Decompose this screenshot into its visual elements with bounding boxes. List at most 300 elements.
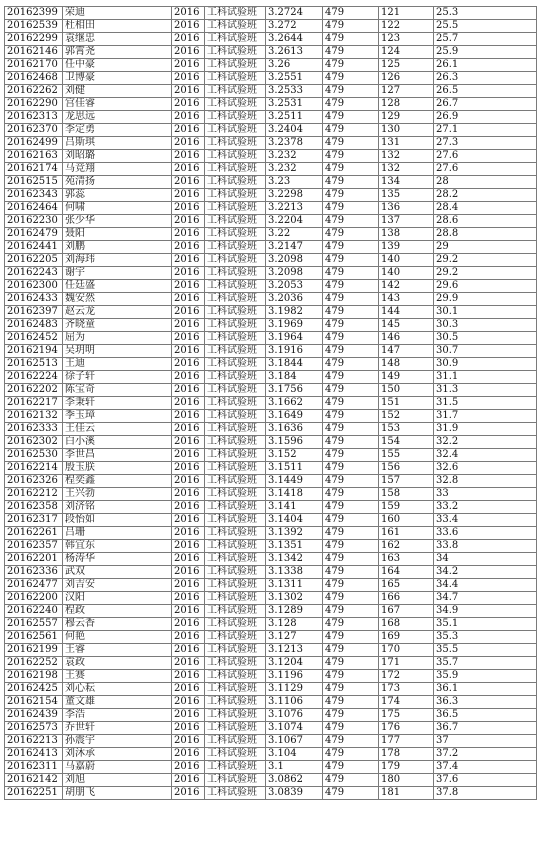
student-id-cell: 20162154 bbox=[5, 696, 63, 709]
table-row bbox=[5, 527, 537, 540]
rank-cell: 152 bbox=[379, 410, 434, 423]
table-row bbox=[5, 462, 537, 475]
student-name-cell: 武双 bbox=[63, 566, 172, 579]
gpa-cell: 3.184 bbox=[266, 371, 323, 384]
table-row bbox=[5, 72, 537, 85]
rank-cell: 140 bbox=[379, 267, 434, 280]
rank-cell: 148 bbox=[379, 358, 434, 371]
class-cell: 工科试验班 bbox=[205, 410, 266, 423]
class-size-cell: 479 bbox=[323, 150, 379, 163]
percentile-cell: 30.9 bbox=[434, 358, 537, 371]
class-cell: 工科试验班 bbox=[205, 436, 266, 449]
table-row bbox=[5, 358, 537, 371]
class-size-cell: 479 bbox=[323, 384, 379, 397]
class-cell: 工科试验班 bbox=[205, 345, 266, 358]
class-size-cell: 479 bbox=[323, 241, 379, 254]
student-id-cell: 20162573 bbox=[5, 722, 63, 735]
class-size-cell: 479 bbox=[323, 501, 379, 514]
student-name-cell: 谢宇 bbox=[63, 267, 172, 280]
class-size-cell: 479 bbox=[323, 631, 379, 644]
student-name-cell: 乔世轩 bbox=[63, 722, 172, 735]
class-cell: 工科试验班 bbox=[205, 332, 266, 345]
class-cell: 工科试验班 bbox=[205, 631, 266, 644]
gpa-cell: 3.1916 bbox=[266, 345, 323, 358]
class-cell: 工科试验班 bbox=[205, 722, 266, 735]
student-id-cell: 20162452 bbox=[5, 332, 63, 345]
student-id-cell: 20162425 bbox=[5, 683, 63, 696]
student-id-cell: 20162217 bbox=[5, 397, 63, 410]
student-name-cell: 白小溪 bbox=[63, 436, 172, 449]
table-row bbox=[5, 735, 537, 748]
gpa-cell: 3.1756 bbox=[266, 384, 323, 397]
class-size-cell: 479 bbox=[323, 774, 379, 787]
class-size-cell: 479 bbox=[323, 696, 379, 709]
gpa-cell: 3.2533 bbox=[266, 85, 323, 98]
rank-cell: 127 bbox=[379, 85, 434, 98]
student-name-cell: 何艳 bbox=[63, 631, 172, 644]
class-size-cell: 479 bbox=[323, 371, 379, 384]
table-row bbox=[5, 605, 537, 618]
student-name-cell: 何啸 bbox=[63, 202, 172, 215]
gpa-cell: 3.1449 bbox=[266, 475, 323, 488]
table-row bbox=[5, 540, 537, 553]
percentile-cell: 36.5 bbox=[434, 709, 537, 722]
table-row bbox=[5, 137, 537, 150]
year-cell: 2016 bbox=[172, 345, 205, 358]
student-name-cell: 吴玥明 bbox=[63, 345, 172, 358]
percentile-cell: 34.2 bbox=[434, 566, 537, 579]
class-cell: 工科试验班 bbox=[205, 280, 266, 293]
gpa-cell: 3.2644 bbox=[266, 33, 323, 46]
class-size-cell: 479 bbox=[323, 475, 379, 488]
percentile-cell: 30.3 bbox=[434, 319, 537, 332]
gpa-cell: 3.1302 bbox=[266, 592, 323, 605]
percentile-cell: 27.1 bbox=[434, 124, 537, 137]
gpa-cell: 3.0862 bbox=[266, 774, 323, 787]
gpa-cell: 3.2204 bbox=[266, 215, 323, 228]
student-name-cell: 刘吉安 bbox=[63, 579, 172, 592]
gpa-cell: 3.0839 bbox=[266, 787, 323, 800]
percentile-cell: 25.5 bbox=[434, 20, 537, 33]
percentile-cell: 34.7 bbox=[434, 592, 537, 605]
student-name-cell: 吕斯琪 bbox=[63, 137, 172, 150]
percentile-cell: 36.1 bbox=[434, 683, 537, 696]
class-size-cell: 479 bbox=[323, 436, 379, 449]
class-size-cell: 479 bbox=[323, 111, 379, 124]
student-name-cell: 袁政 bbox=[63, 657, 172, 670]
class-cell: 工科试验班 bbox=[205, 462, 266, 475]
percentile-cell: 32.2 bbox=[434, 436, 537, 449]
student-id-cell: 20162336 bbox=[5, 566, 63, 579]
class-cell: 工科试验班 bbox=[205, 254, 266, 267]
gpa-cell: 3.2404 bbox=[266, 124, 323, 137]
percentile-cell: 36.3 bbox=[434, 696, 537, 709]
gpa-cell: 3.1067 bbox=[266, 735, 323, 748]
class-cell: 工科试验班 bbox=[205, 371, 266, 384]
class-size-cell: 479 bbox=[323, 683, 379, 696]
class-cell: 工科试验班 bbox=[205, 20, 266, 33]
student-name-cell: 汉阳 bbox=[63, 592, 172, 605]
class-size-cell: 479 bbox=[323, 644, 379, 657]
percentile-cell: 31.3 bbox=[434, 384, 537, 397]
class-cell: 工科试验班 bbox=[205, 618, 266, 631]
student-name-cell: 任廷盛 bbox=[63, 280, 172, 293]
year-cell: 2016 bbox=[172, 553, 205, 566]
class-size-cell: 479 bbox=[323, 579, 379, 592]
table-row bbox=[5, 696, 537, 709]
student-id-cell: 20162439 bbox=[5, 709, 63, 722]
rank-cell: 124 bbox=[379, 46, 434, 59]
student-id-cell: 20162313 bbox=[5, 111, 63, 124]
student-id-cell: 20162343 bbox=[5, 189, 63, 202]
year-cell: 2016 bbox=[172, 566, 205, 579]
class-size-cell: 479 bbox=[323, 410, 379, 423]
student-id-cell: 20162224 bbox=[5, 371, 63, 384]
rank-cell: 132 bbox=[379, 150, 434, 163]
class-cell: 工科试验班 bbox=[205, 761, 266, 774]
gpa-cell: 3.127 bbox=[266, 631, 323, 644]
year-cell: 2016 bbox=[172, 748, 205, 761]
gpa-cell: 3.2531 bbox=[266, 98, 323, 111]
year-cell: 2016 bbox=[172, 397, 205, 410]
class-size-cell: 479 bbox=[323, 20, 379, 33]
class-cell: 工科试验班 bbox=[205, 163, 266, 176]
student-name-cell: 卫博豪 bbox=[63, 72, 172, 85]
gpa-cell: 3.1289 bbox=[266, 605, 323, 618]
year-cell: 2016 bbox=[172, 449, 205, 462]
rank-cell: 140 bbox=[379, 254, 434, 267]
gpa-cell: 3.1 bbox=[266, 761, 323, 774]
class-cell: 工科试验班 bbox=[205, 319, 266, 332]
table-row bbox=[5, 761, 537, 774]
percentile-cell: 37.2 bbox=[434, 748, 537, 761]
student-id-cell: 20162397 bbox=[5, 306, 63, 319]
gpa-cell: 3.2551 bbox=[266, 72, 323, 85]
gpa-cell: 3.1392 bbox=[266, 527, 323, 540]
student-id-cell: 20162262 bbox=[5, 85, 63, 98]
student-id-cell: 20162194 bbox=[5, 345, 63, 358]
student-name-cell: 王睿 bbox=[63, 644, 172, 657]
table-row bbox=[5, 397, 537, 410]
table-row bbox=[5, 722, 537, 735]
rank-cell: 122 bbox=[379, 20, 434, 33]
year-cell: 2016 bbox=[172, 111, 205, 124]
table-row bbox=[5, 215, 537, 228]
year-cell: 2016 bbox=[172, 514, 205, 527]
year-cell: 2016 bbox=[172, 683, 205, 696]
table-row bbox=[5, 384, 537, 397]
year-cell: 2016 bbox=[172, 696, 205, 709]
gpa-cell: 3.1311 bbox=[266, 579, 323, 592]
student-name-cell: 程政 bbox=[63, 605, 172, 618]
student-id-cell: 20162557 bbox=[5, 618, 63, 631]
table-row bbox=[5, 371, 537, 384]
year-cell: 2016 bbox=[172, 657, 205, 670]
rank-cell: 176 bbox=[379, 722, 434, 735]
rank-cell: 136 bbox=[379, 202, 434, 215]
rank-cell: 130 bbox=[379, 124, 434, 137]
rank-cell: 126 bbox=[379, 72, 434, 85]
year-cell: 2016 bbox=[172, 787, 205, 800]
table-row bbox=[5, 787, 537, 800]
class-cell: 工科试验班 bbox=[205, 787, 266, 800]
percentile-cell: 28.2 bbox=[434, 189, 537, 202]
percentile-cell: 31.7 bbox=[434, 410, 537, 423]
student-name-cell: 刘旭 bbox=[63, 774, 172, 787]
percentile-cell: 32.6 bbox=[434, 462, 537, 475]
student-name-cell: 刘鹏 bbox=[63, 241, 172, 254]
gpa-cell: 3.272 bbox=[266, 20, 323, 33]
student-id-cell: 20162464 bbox=[5, 202, 63, 215]
table-row bbox=[5, 488, 537, 501]
year-cell: 2016 bbox=[172, 59, 205, 72]
year-cell: 2016 bbox=[172, 475, 205, 488]
gpa-cell: 3.2613 bbox=[266, 46, 323, 59]
rank-cell: 172 bbox=[379, 670, 434, 683]
student-id-cell: 20162199 bbox=[5, 644, 63, 657]
class-size-cell: 479 bbox=[323, 462, 379, 475]
student-name-cell: 穆云香 bbox=[63, 618, 172, 631]
gpa-cell: 3.1204 bbox=[266, 657, 323, 670]
year-cell: 2016 bbox=[172, 280, 205, 293]
class-cell: 工科试验班 bbox=[205, 449, 266, 462]
table-row bbox=[5, 33, 537, 46]
student-id-cell: 20162205 bbox=[5, 254, 63, 267]
class-size-cell: 479 bbox=[323, 72, 379, 85]
student-name-cell: 齐晓童 bbox=[63, 319, 172, 332]
table-row bbox=[5, 85, 537, 98]
gpa-cell: 3.1074 bbox=[266, 722, 323, 735]
rank-cell: 142 bbox=[379, 280, 434, 293]
gpa-cell: 3.232 bbox=[266, 150, 323, 163]
year-cell: 2016 bbox=[172, 241, 205, 254]
class-size-cell: 479 bbox=[323, 670, 379, 683]
table-row bbox=[5, 501, 537, 514]
class-size-cell: 479 bbox=[323, 449, 379, 462]
student-name-cell: 魏安然 bbox=[63, 293, 172, 306]
gpa-cell: 3.232 bbox=[266, 163, 323, 176]
rank-cell: 137 bbox=[379, 215, 434, 228]
table-row bbox=[5, 670, 537, 683]
student-name-cell: 孙震宇 bbox=[63, 735, 172, 748]
class-cell: 工科试验班 bbox=[205, 475, 266, 488]
gpa-cell: 3.2147 bbox=[266, 241, 323, 254]
rank-cell: 175 bbox=[379, 709, 434, 722]
student-name-cell: 聂阳 bbox=[63, 228, 172, 241]
student-id-cell: 20162358 bbox=[5, 501, 63, 514]
class-size-cell: 479 bbox=[323, 332, 379, 345]
student-name-cell: 段怡如 bbox=[63, 514, 172, 527]
student-name-cell: 陈宝奇 bbox=[63, 384, 172, 397]
student-id-cell: 20162326 bbox=[5, 475, 63, 488]
percentile-cell: 37 bbox=[434, 735, 537, 748]
year-cell: 2016 bbox=[172, 306, 205, 319]
student-id-cell: 20162146 bbox=[5, 46, 63, 59]
table-row bbox=[5, 111, 537, 124]
student-name-cell: 郭蕊 bbox=[63, 189, 172, 202]
class-size-cell: 479 bbox=[323, 527, 379, 540]
year-cell: 2016 bbox=[172, 579, 205, 592]
table-row bbox=[5, 657, 537, 670]
class-cell: 工科试验班 bbox=[205, 137, 266, 150]
class-cell: 工科试验班 bbox=[205, 696, 266, 709]
year-cell: 2016 bbox=[172, 150, 205, 163]
class-cell: 工科试验班 bbox=[205, 72, 266, 85]
student-id-cell: 20162243 bbox=[5, 267, 63, 280]
class-cell: 工科试验班 bbox=[205, 670, 266, 683]
year-cell: 2016 bbox=[172, 163, 205, 176]
class-cell: 工科试验班 bbox=[205, 267, 266, 280]
student-name-cell: 徐子轩 bbox=[63, 371, 172, 384]
percentile-cell: 29.9 bbox=[434, 293, 537, 306]
year-cell: 2016 bbox=[172, 423, 205, 436]
gpa-cell: 3.1338 bbox=[266, 566, 323, 579]
class-cell: 工科试验班 bbox=[205, 215, 266, 228]
percentile-cell: 29.6 bbox=[434, 280, 537, 293]
year-cell: 2016 bbox=[172, 384, 205, 397]
student-name-cell: 宫佳睿 bbox=[63, 98, 172, 111]
class-cell: 工科试验班 bbox=[205, 85, 266, 98]
table-row bbox=[5, 514, 537, 527]
table-row bbox=[5, 644, 537, 657]
rank-cell: 165 bbox=[379, 579, 434, 592]
percentile-cell: 27.6 bbox=[434, 150, 537, 163]
student-name-cell: 李秉轩 bbox=[63, 397, 172, 410]
gpa-cell: 3.141 bbox=[266, 501, 323, 514]
percentile-cell: 27.6 bbox=[434, 163, 537, 176]
rank-cell: 121 bbox=[379, 7, 434, 20]
percentile-cell: 34.9 bbox=[434, 605, 537, 618]
class-cell: 工科试验班 bbox=[205, 579, 266, 592]
class-cell: 工科试验班 bbox=[205, 540, 266, 553]
gpa-cell: 3.104 bbox=[266, 748, 323, 761]
table-row bbox=[5, 267, 537, 280]
gpa-cell: 3.128 bbox=[266, 618, 323, 631]
table-row bbox=[5, 98, 537, 111]
class-size-cell: 479 bbox=[323, 748, 379, 761]
class-cell: 工科试验班 bbox=[205, 150, 266, 163]
class-size-cell: 479 bbox=[323, 46, 379, 59]
student-id-cell: 20162230 bbox=[5, 215, 63, 228]
student-name-cell: 杨涛华 bbox=[63, 553, 172, 566]
rank-cell: 150 bbox=[379, 384, 434, 397]
gpa-cell: 3.2036 bbox=[266, 293, 323, 306]
class-cell: 工科试验班 bbox=[205, 33, 266, 46]
rank-cell: 159 bbox=[379, 501, 434, 514]
year-cell: 2016 bbox=[172, 267, 205, 280]
gpa-cell: 3.26 bbox=[266, 59, 323, 72]
student-id-cell: 20162468 bbox=[5, 72, 63, 85]
class-size-cell: 479 bbox=[323, 345, 379, 358]
student-name-cell: 马嘉蔚 bbox=[63, 761, 172, 774]
student-name-cell: 刘健 bbox=[63, 85, 172, 98]
class-size-cell: 479 bbox=[323, 735, 379, 748]
class-cell: 工科试验班 bbox=[205, 7, 266, 20]
year-cell: 2016 bbox=[172, 436, 205, 449]
gpa-cell: 3.2213 bbox=[266, 202, 323, 215]
percentile-cell: 25.9 bbox=[434, 46, 537, 59]
percentile-cell: 34 bbox=[434, 553, 537, 566]
class-size-cell: 479 bbox=[323, 618, 379, 631]
rank-cell: 178 bbox=[379, 748, 434, 761]
rank-cell: 149 bbox=[379, 371, 434, 384]
percentile-cell: 33.2 bbox=[434, 501, 537, 514]
student-id-cell: 20162299 bbox=[5, 33, 63, 46]
student-name-cell: 赵云龙 bbox=[63, 306, 172, 319]
class-cell: 工科试验班 bbox=[205, 527, 266, 540]
student-id-cell: 20162311 bbox=[5, 761, 63, 774]
class-cell: 工科试验班 bbox=[205, 514, 266, 527]
table-row bbox=[5, 176, 537, 189]
percentile-cell: 28 bbox=[434, 176, 537, 189]
table-row bbox=[5, 423, 537, 436]
gpa-cell: 3.1213 bbox=[266, 644, 323, 657]
student-name-cell: 胡朋飞 bbox=[63, 787, 172, 800]
rank-cell: 169 bbox=[379, 631, 434, 644]
student-name-cell: 李定勇 bbox=[63, 124, 172, 137]
percentile-cell: 33.8 bbox=[434, 540, 537, 553]
student-id-cell: 20162290 bbox=[5, 98, 63, 111]
class-size-cell: 479 bbox=[323, 33, 379, 46]
year-cell: 2016 bbox=[172, 7, 205, 20]
student-id-cell: 20162142 bbox=[5, 774, 63, 787]
percentile-cell: 32.4 bbox=[434, 449, 537, 462]
table-row bbox=[5, 774, 537, 787]
student-name-cell: 刘济铭 bbox=[63, 501, 172, 514]
gpa-cell: 3.1351 bbox=[266, 540, 323, 553]
year-cell: 2016 bbox=[172, 137, 205, 150]
percentile-cell: 26.1 bbox=[434, 59, 537, 72]
student-id-cell: 20162530 bbox=[5, 449, 63, 462]
table-row bbox=[5, 579, 537, 592]
gpa-cell: 3.1196 bbox=[266, 670, 323, 683]
student-name-cell: 任中豪 bbox=[63, 59, 172, 72]
student-id-cell: 20162251 bbox=[5, 787, 63, 800]
year-cell: 2016 bbox=[172, 527, 205, 540]
student-id-cell: 20162357 bbox=[5, 540, 63, 553]
rank-cell: 151 bbox=[379, 397, 434, 410]
class-cell: 工科试验班 bbox=[205, 124, 266, 137]
rank-cell: 123 bbox=[379, 33, 434, 46]
percentile-cell: 29 bbox=[434, 241, 537, 254]
table-row bbox=[5, 280, 537, 293]
rank-cell: 145 bbox=[379, 319, 434, 332]
class-cell: 工科试验班 bbox=[205, 241, 266, 254]
rank-cell: 153 bbox=[379, 423, 434, 436]
rank-cell: 134 bbox=[379, 176, 434, 189]
class-size-cell: 479 bbox=[323, 709, 379, 722]
rank-cell: 164 bbox=[379, 566, 434, 579]
class-size-cell: 479 bbox=[323, 254, 379, 267]
table-row bbox=[5, 202, 537, 215]
student-id-cell: 20162132 bbox=[5, 410, 63, 423]
percentile-cell: 25.3 bbox=[434, 7, 537, 20]
table-row bbox=[5, 228, 537, 241]
class-size-cell: 479 bbox=[323, 267, 379, 280]
class-cell: 工科试验班 bbox=[205, 488, 266, 501]
table-row bbox=[5, 566, 537, 579]
student-name-cell: 刘海玮 bbox=[63, 254, 172, 267]
class-cell: 工科试验班 bbox=[205, 111, 266, 124]
gpa-cell: 3.1076 bbox=[266, 709, 323, 722]
year-cell: 2016 bbox=[172, 85, 205, 98]
table-row bbox=[5, 319, 537, 332]
class-size-cell: 479 bbox=[323, 540, 379, 553]
percentile-cell: 31.9 bbox=[434, 423, 537, 436]
year-cell: 2016 bbox=[172, 735, 205, 748]
rank-cell: 129 bbox=[379, 111, 434, 124]
rank-cell: 180 bbox=[379, 774, 434, 787]
